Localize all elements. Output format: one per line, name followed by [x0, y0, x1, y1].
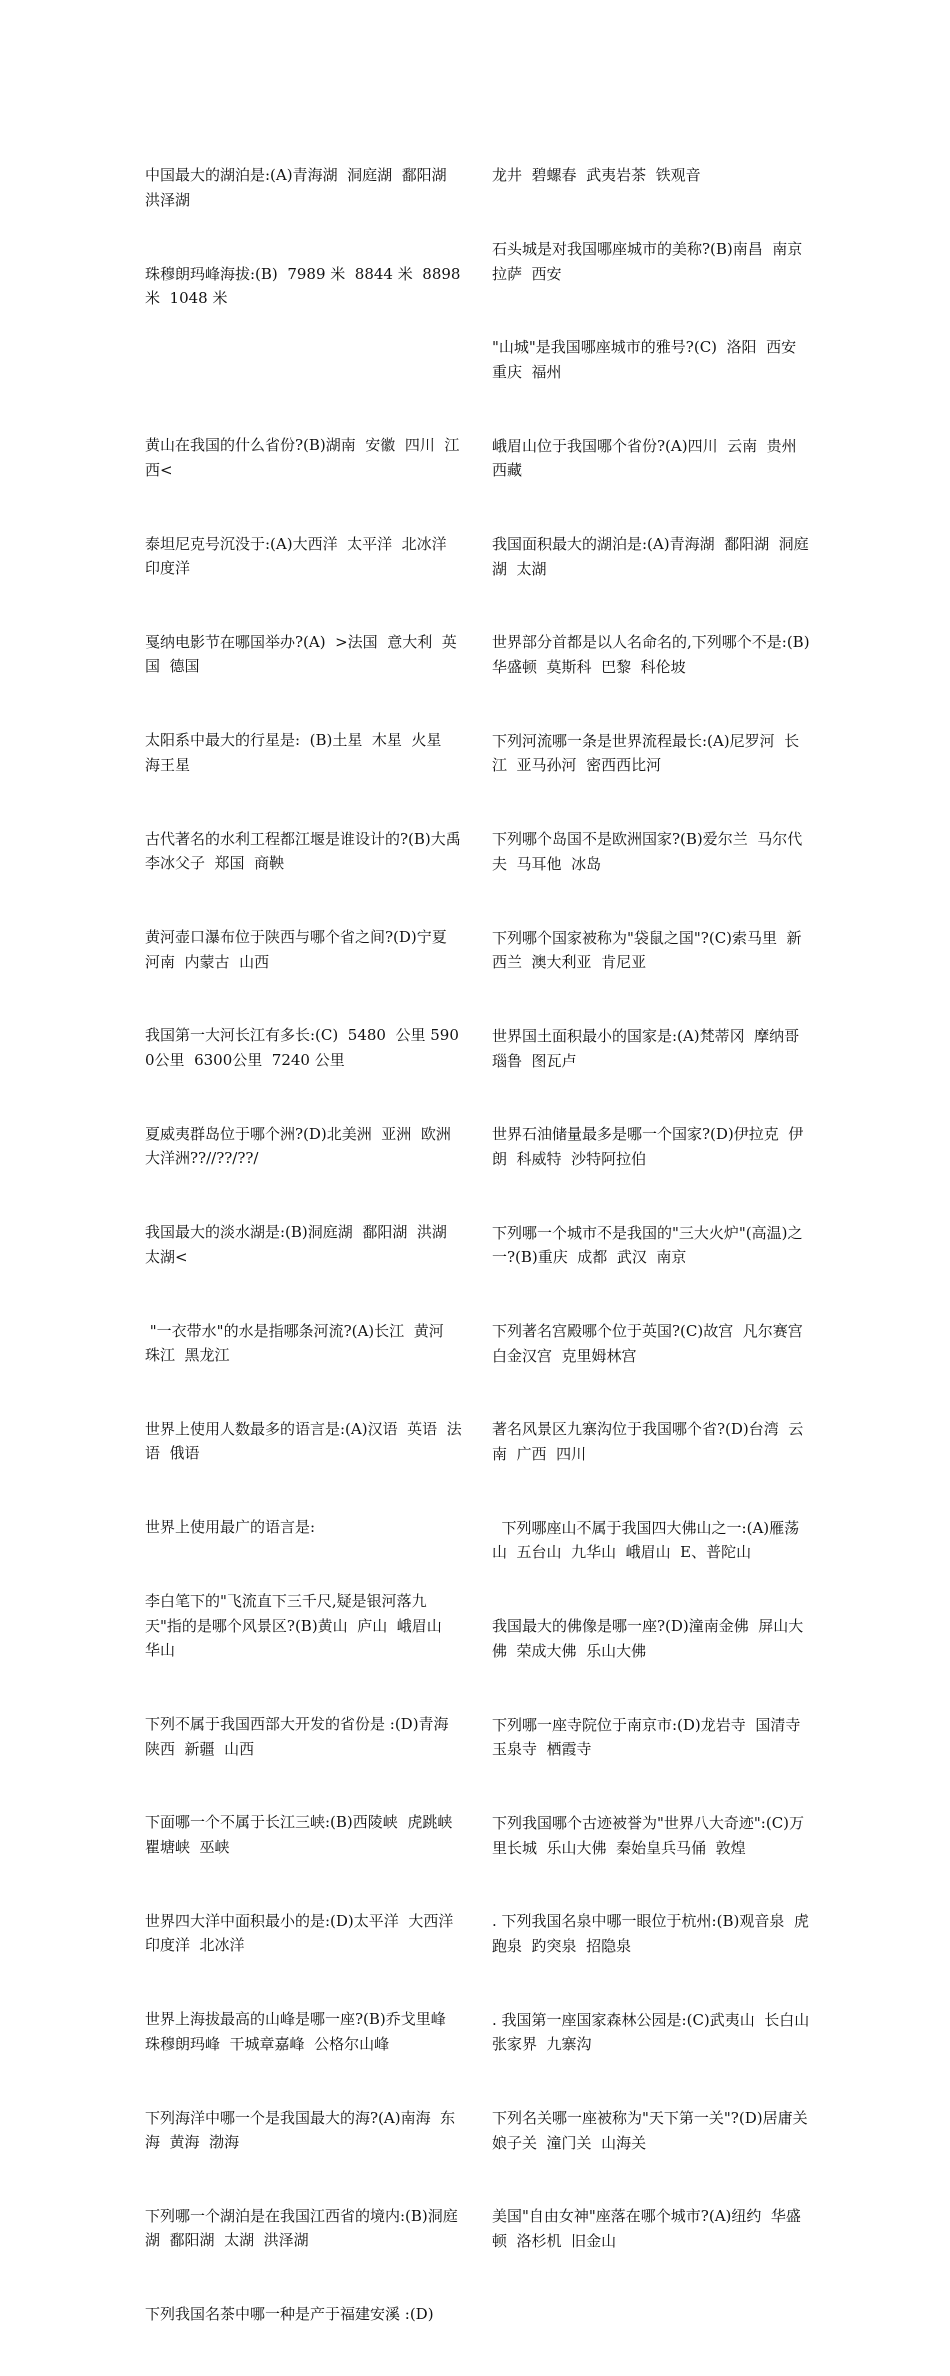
quiz-item: 世界上使用最广的语言是: [145, 1518, 316, 1537]
quiz-item: 太阳系中最大的行星是: (B)土星 木星 火星 海王星 [145, 731, 451, 774]
quiz-item: 黄河壶口瀑布位于陕西与哪个省之间?(D)宁夏 河南 内蒙古 山西 [145, 928, 457, 971]
quiz-item: 下列哪个岛国不是欧洲国家?(B)爱尔兰 马尔代夫 马耳他 冰岛 [492, 830, 803, 873]
quiz-item: 我国面积最大的湖泊是:(A)青海湖 鄱阳湖 洞庭湖 太湖 [492, 535, 809, 578]
quiz-item: 中国最大的湖泊是:(A)青海湖 洞庭湖 鄱阳湖 洪泽湖 [145, 166, 457, 209]
blank-line [145, 360, 463, 384]
quiz-item: 下面哪一个不属于长江三峡:(B)西陵峡 虎跳峡 瞿塘峡 巫峡 [145, 1813, 462, 1856]
quiz-item: 峨眉山位于我国哪个省份?(A)四川 云南 贵州 西藏 [492, 436, 807, 480]
quiz-item: 下列哪个国家被称为"袋鼠之国"?(C)索马里 新西兰 澳大利亚 肯尼亚 [492, 928, 802, 972]
quiz-item: 我国第一大河长江有多长:(C) 5480 公里 5900公里 6300公里 7240 公里 [145, 1026, 459, 1069]
quiz-item: 黄山在我国的什么省份?(B)湖南 安徽 四川 江西< [145, 436, 460, 479]
quiz-item: "山城"是我国哪座城市的雅号?(C) 洛阳 西安 重庆 福州 [492, 338, 806, 381]
quiz-item: 龙井 碧螺春 武夷岩茶 铁观音 [492, 166, 701, 185]
quiz-item: 下列哪一个城市不是我国的"三大火炉"(高温)之一?(B)重庆 成都 武汉 南京 [492, 1223, 803, 1267]
quiz-item: "一衣带水"的水是指哪条河流?(A)长江 黄河 珠江 黑龙江 [145, 1321, 454, 1365]
quiz-item: 著名风景区九寨沟位于我国哪个省?(D)台湾 云南 广西 四川 [492, 1420, 804, 1464]
quiz-item: 世界部分首都是以人名命名的,下列哪个不是:(B)华盛顿 莫斯科 巴黎 科伦坡 [492, 633, 810, 677]
left-column [145, 114, 471, 2376]
quiz-item: 下列不属于我国西部大开发的省份是 :(D)青海 陕西 新疆 山西 [145, 1715, 459, 1758]
quiz-item: 下列哪一座寺院位于南京市:(D)龙岩寺 国清寺 玉泉寺 栖霞寺 [492, 1715, 810, 1759]
quiz-item: 下列我国哪个古迹被誉为"世界八大奇迹":(C)万里长城 乐山大佛 秦始皇兵马俑 敦煌 [492, 1813, 805, 1857]
quiz-item: . 我国第一座国家森林公园是:(C)武夷山 长白山 张家界 九寨沟 [492, 2010, 819, 2054]
quiz-item: 下列名关哪一座被称为"天下第一关"?(D)居庸关 娘子关 潼门关 山海关 [492, 2109, 818, 2152]
quiz-item: . 下列我国名泉中哪一眼位于杭州:(B)观音泉 虎跑泉 趵突泉 招隐泉 [492, 1912, 809, 1955]
quiz-item: 世界上使用人数最多的语言是:(A)汉语 英语 法语 俄语 [145, 1419, 462, 1463]
quiz-item: 夏威夷群岛位于哪个洲?(D)北美洲 亚洲 欧洲 大洋洲??//??/??/ [145, 1124, 461, 1168]
quiz-item: 戛纳电影节在哪国举办?(A) >法国 意大利 英国 德国 [145, 632, 457, 676]
quiz-item: 下列海洋中哪一个是我国最大的海?(A)南海 东海 黄海 渤海 [145, 2108, 456, 2152]
quiz-item: 下列我国名茶中哪一种是产于福建安溪 :(D) [145, 2305, 434, 2324]
quiz-item: 下列哪座山不属于我国四大佛山之一:(A)雁荡山 五台山 九华山 峨眉山 E、普陀山 [492, 1518, 800, 1562]
quiz-item: 古代著名的水利工程都江堰是谁设计的?(B)大禹 李冰父子 郑国 商鞅 [145, 829, 471, 873]
quiz-item: 珠穆朗玛峰海拔:(B) 7989 米 8844 米 8898 米 1048 米 [145, 264, 466, 308]
quiz-item: 李白笔下的"飞流直下三千尺,疑是银河落九天"指的是哪个风景区?(B)黄山 庐山 峨眉山 华山 [145, 1592, 452, 1660]
quiz-item: 美国"自由女神"座落在哪个城市?(A)纽约 华盛顿 洛杉机 旧金山 [492, 2207, 801, 2251]
quiz-item: 下列著名宫殿哪个位于英国?(C)故宫 凡尔赛宫 白金汉宫 克里姆林宫 [492, 1322, 813, 1365]
quiz-item: 我国最大的淡水湖是:(B)洞庭湖 鄱阳湖 洪湖 太湖< [145, 1223, 457, 1266]
quiz-item: 世界上海拔最高的山峰是哪一座?(B)乔戈里峰 珠穆朗玛峰 干城章嘉峰 公格尔山峰 [145, 2010, 456, 2053]
quiz-item: 世界四大洋中面积最小的是:(D)太平洋 大西洋 印度洋 北冰洋 [145, 1911, 463, 1955]
quiz-item: 我国最大的佛像是哪一座?(D)潼南金佛 屏山大佛 荣成大佛 乐山大佛 [492, 1617, 804, 1660]
quiz-item: 石头城是对我国哪座城市的美称?(B)南昌 南京 拉萨 西安 [492, 239, 812, 283]
quiz-item: 泰坦尼克号沉没于:(A)大西洋 太平洋 北冰洋 印度洋 [145, 534, 457, 578]
quiz-item: 世界石油储量最多是哪一个国家?(D)伊拉克 伊朗 科威特 沙特阿拉伯 [492, 1125, 804, 1168]
right-column [492, 114, 819, 2303]
quiz-item: 下列河流哪一条是世界流程最长:(A)尼罗河 长江 亚马孙河 密西西比河 [492, 731, 800, 775]
quiz-item: 世界国土面积最小的国家是:(A)梵蒂冈 摩纳哥 瑙鲁 图瓦卢 [492, 1026, 809, 1070]
quiz-item: 下列哪一个湖泊是在我国江西省的境内:(B)洞庭湖 鄱阳湖 太湖 洪泽湖 [145, 2206, 458, 2250]
